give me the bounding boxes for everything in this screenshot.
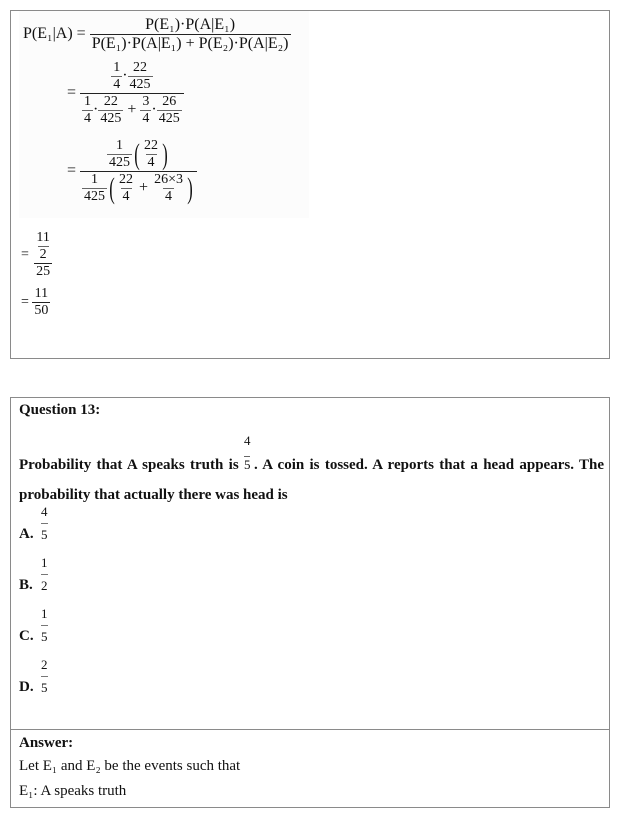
equals-sign: = — [21, 294, 29, 310]
formula-lhs: P(E₁|A) = — [23, 25, 86, 43]
solution-step-3: = $\frac{\frac{11}{2}}{25}$ — [21, 230, 51, 279]
solution-step-2: = $\frac{1}{425}$ ( $\frac{22}{4}$ ) $\frac{1}{425}$ ( $\frac{22}{4}$ + $\frac{26\times 3}{4}$ ) — [67, 139, 197, 204]
answer-line-1: Let E₁ and E₂ be the events such that — [19, 758, 241, 774]
answer-divider — [11, 729, 609, 730]
formula-numerator: P(E₁)·P(A|E₁) — [145, 16, 236, 33]
formula-denominator: P(E₁)·P(A|E₁) + P(E₂)·P(A|E₂) — [91, 35, 289, 52]
question-box: Question 13: Probability that A speaks truth is $\frac{4}{5}$. A coin is tossed. A reports that a head appears. The probability that actually there was head is A. 4 5 B. 1 2 C. 1 5 D. 2 5 Answer: Let E₁ and E₂ be the events such that E₁: A speaks truth — [10, 397, 610, 808]
bayes-formula — [23, 17, 291, 52]
answer-line-2: E₁: A speaks truth — [19, 783, 127, 799]
solution-box — [10, 10, 610, 359]
question-title: Question 13: — [19, 402, 101, 418]
answer-title: Answer: — [19, 735, 74, 751]
equals-sign: = — [67, 84, 77, 102]
solution-step-1: = $\frac{1}{4}$ · $\frac{22}{425}$ $\frac{1}{4}$ · $\frac{22}{425}$ + $\frac{3}{4}$ · $\frac{26}{425}$ — [67, 61, 184, 126]
equals-sign: = — [67, 162, 77, 180]
solution-step-4: = $\frac{11}{50}$ — [21, 286, 49, 318]
question-text: Probability that A speaks truth is $\frac{4}{5}$. A coin is tossed. A reports that a head appears. The probability that actually there was head is — [19, 433, 604, 503]
inline-fraction: $\frac{4}{5}$ — [243, 433, 251, 472]
equals-sign: = — [21, 247, 29, 263]
